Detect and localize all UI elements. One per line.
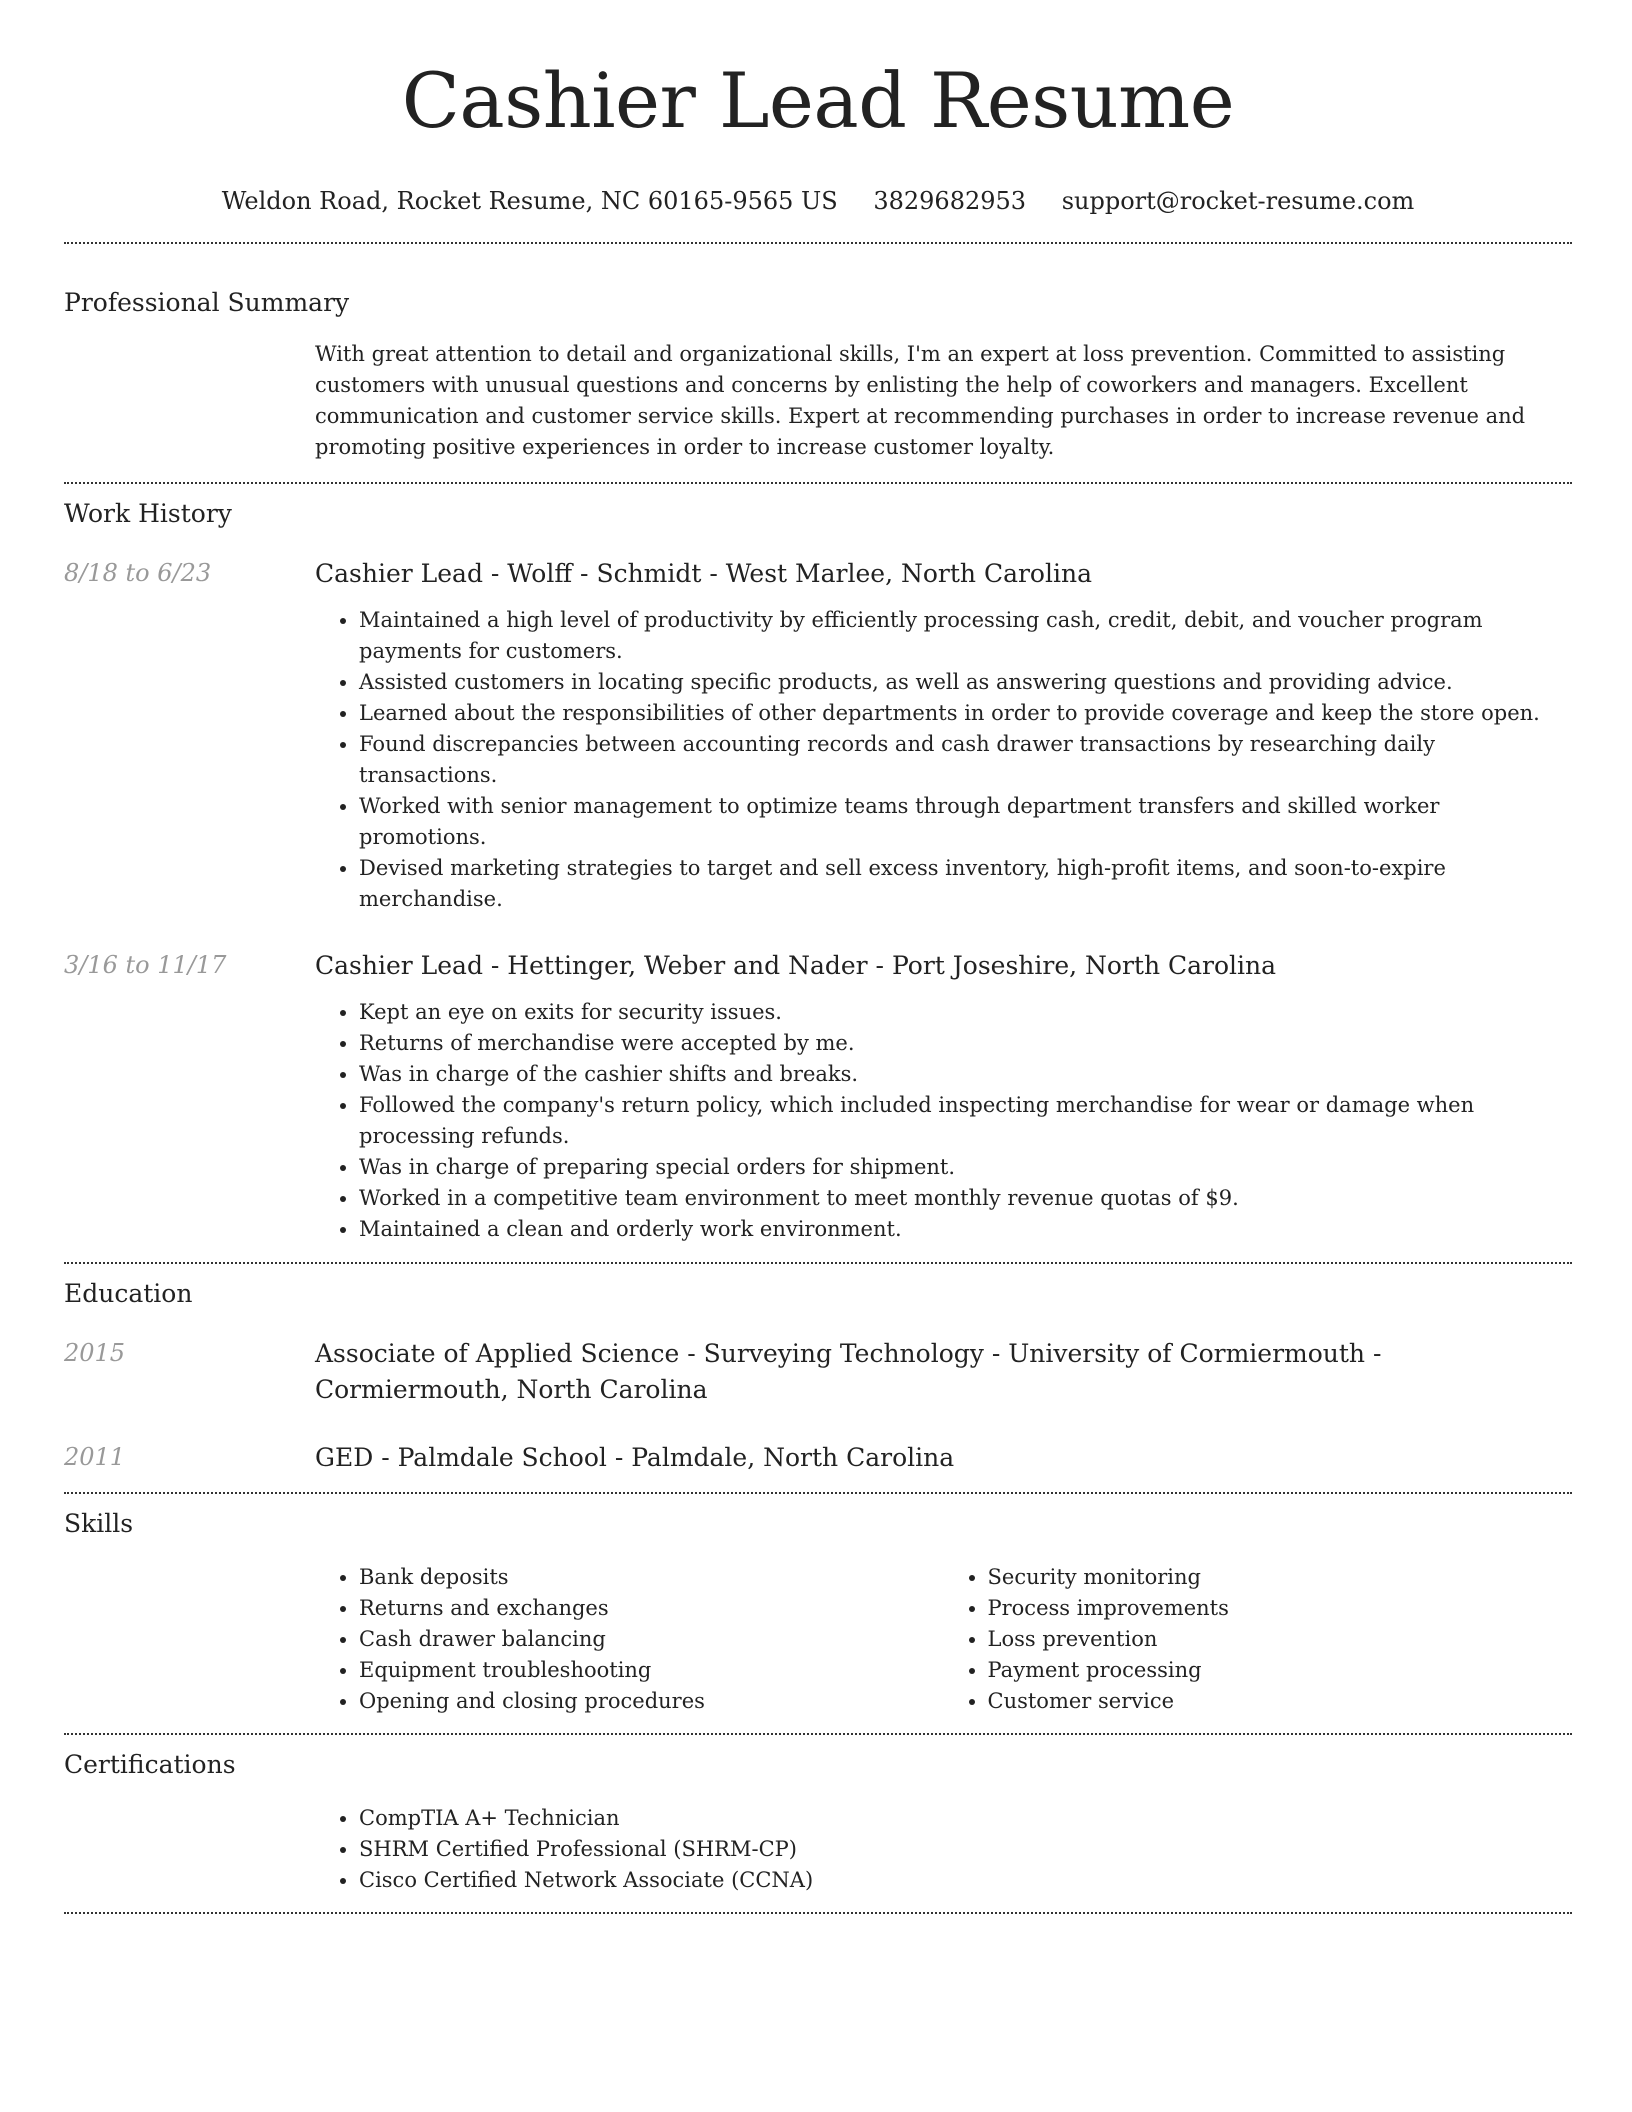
- resume-page: [64, 0, 1572, 1914]
- job-entry: [64, 556, 1572, 915]
- contact-phone: 3829682953: [873, 187, 1027, 215]
- job-details: [315, 948, 1572, 1245]
- job-bullet: • Maintained a clean and orderly work environment.: [359, 1214, 1572, 1245]
- skills-row: [64, 1562, 1572, 1717]
- skill-item: • Process improvements: [988, 1593, 1573, 1624]
- certifications-heading: Certifications: [64, 1750, 236, 1779]
- job-entry: [64, 948, 1572, 1245]
- certifications-row: [64, 1803, 1572, 1896]
- certification-item: • Cisco Certified Network Associate (CCNA): [359, 1865, 1572, 1896]
- job-bullet: • Returns of merchandise were accepted by me.: [359, 1028, 1572, 1059]
- education-entry: [64, 1440, 1572, 1476]
- section-divider: [64, 242, 1572, 244]
- skill-item: • Returns and exchanges: [359, 1593, 944, 1624]
- job-bullet: • Followed the company's return policy, which included inspecting merchandise for wear or damage when processing refunds.: [359, 1090, 1572, 1152]
- work-section: [64, 498, 1572, 1245]
- job-bullet: • Worked in a competitive team environment to meet monthly revenue quotas of $9.: [359, 1183, 1572, 1214]
- education-details: [315, 1440, 1572, 1476]
- contact-address: Weldon Road, Rocket Resume, NC 60165-9565 US: [221, 187, 838, 215]
- summary-row: [64, 339, 1572, 463]
- summary-heading: Professional Summary: [64, 288, 350, 317]
- summary-content: [315, 339, 1572, 463]
- contact-line: [64, 184, 1572, 218]
- job-bullet: • Assisted customers in locating specific products, as well as answering questions and providing advice.: [359, 667, 1572, 698]
- skill-item: • Payment processing: [988, 1655, 1573, 1686]
- certification-item: • CompTIA A+ Technician: [359, 1803, 1572, 1834]
- education-heading: Education: [64, 1279, 193, 1308]
- skill-item: • Cash drawer balancing: [359, 1624, 944, 1655]
- job-bullet: • Worked with senior management to optimize teams through department transfers and skilled worker promotions.: [359, 791, 1572, 853]
- contact-email: support@rocket-resume.com: [1061, 187, 1415, 215]
- job-bullets: [315, 997, 1572, 1245]
- education-year: 2011: [64, 1443, 126, 1471]
- job-bullet: • Maintained a high level of productivity by efficiently processing cash, credit, debit, and voucher program payments for customers.: [359, 605, 1572, 667]
- skill-item: • Loss prevention: [988, 1624, 1573, 1655]
- education-entry: [64, 1336, 1572, 1408]
- job-bullet: • Learned about the responsibilities of other departments in order to provide coverage and keep the store open.: [359, 698, 1572, 729]
- certifications-content: [315, 1803, 1572, 1896]
- certifications-list: [315, 1803, 1572, 1896]
- education-year: 2015: [64, 1339, 126, 1367]
- job-dates: 3/16 to 11/17: [64, 951, 227, 979]
- education-title: Associate of Applied Science - Surveying Technology - University of Cormiermouth - Cormiermouth, North Carolina: [315, 1339, 1382, 1404]
- skill-item: • Customer service: [988, 1686, 1573, 1717]
- section-divider: [64, 1912, 1572, 1914]
- skill-item: • Equipment troubleshooting: [359, 1655, 944, 1686]
- skill-item: • Security monitoring: [988, 1562, 1573, 1593]
- education-section: [64, 1278, 1572, 1476]
- job-bullets: [315, 605, 1572, 915]
- job-dates: 8/18 to 6/23: [64, 559, 212, 587]
- job-title: Cashier Lead - Wolff - Schmidt - West Marlee, North Carolina: [315, 559, 1092, 588]
- skills-grid: [315, 1562, 1572, 1717]
- skills-section: [64, 1508, 1572, 1717]
- education-details: [315, 1336, 1572, 1408]
- summary-section: [64, 287, 1572, 463]
- education-title: GED - Palmdale School - Palmdale, North Carolina: [315, 1443, 955, 1472]
- job-bullet: • Was in charge of the cashier shifts and breaks.: [359, 1059, 1572, 1090]
- summary-text: With great attention to detail and organizational skills, I'm an expert at loss prevention. Committed to assisting customers with unusual questions and concerns by enlisting the help of coworkers and managers. Excellent communication and customer service skills. Expert at recommending purchases in order to increase revenue and promoting positive experiences in order to increase customer loyalty.: [315, 342, 1526, 459]
- resume-title: Cashier Lead Resume: [401, 56, 1235, 145]
- section-divider: [64, 482, 1572, 484]
- section-divider: [64, 1262, 1572, 1264]
- skill-item: • Opening and closing procedures: [359, 1686, 944, 1717]
- skill-item: • Bank deposits: [359, 1562, 944, 1593]
- job-bullet: • Found discrepancies between accounting records and cash drawer transactions by researching daily transactions.: [359, 729, 1572, 791]
- job-bullet: • Kept an eye on exits for security issues.: [359, 997, 1572, 1028]
- skills-list-left: [315, 1562, 944, 1717]
- skills-list-right: [944, 1562, 1573, 1717]
- job-bullet: • Was in charge of preparing special orders for shipment.: [359, 1152, 1572, 1183]
- certifications-section: [64, 1749, 1572, 1896]
- job-details: [315, 556, 1572, 915]
- certification-item: • SHRM Certified Professional (SHRM-CP): [359, 1834, 1572, 1865]
- work-heading: Work History: [64, 499, 232, 528]
- skills-heading: Skills: [64, 1509, 134, 1538]
- job-title: Cashier Lead - Hettinger, Weber and Nader - Port Joseshire, North Carolina: [315, 951, 1277, 980]
- job-bullet: • Devised marketing strategies to target and sell excess inventory, high-profit items, and soon-to-expire merchandise.: [359, 853, 1572, 915]
- section-divider: [64, 1733, 1572, 1735]
- section-divider: [64, 1492, 1572, 1494]
